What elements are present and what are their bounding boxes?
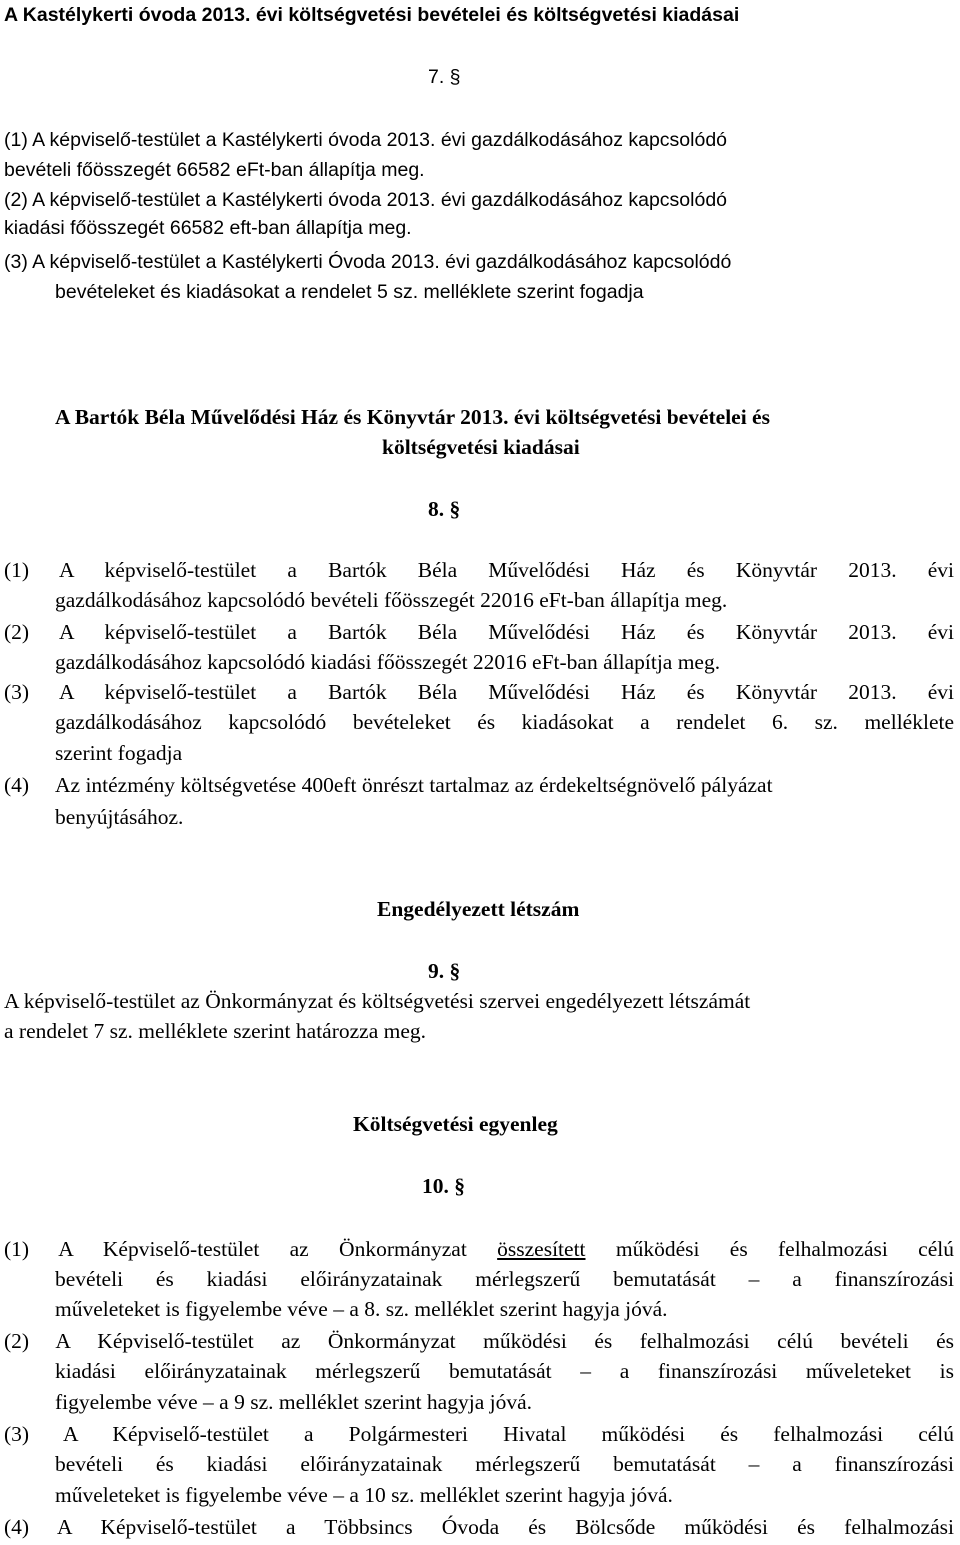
section-9-title: Engedélyezett létszám: [377, 897, 580, 921]
section-7-item-3-line-2: bevételeket és kiadásokat a rendelet 5 sz. melléklete szerint fogadja: [55, 281, 644, 303]
section-10-item-1-line-3: műveleteket is figyelembe véve – a 8. sz. melléklet szerint hagyja jóvá.: [55, 1297, 668, 1321]
section-8-item-2-line-2: gazdálkodásához kapcsolódó kiadási főösszegét 22016 eFt-ban állapítja meg.: [55, 650, 721, 674]
section-8-item-1-line-2: gazdálkodásához kapcsolódó bevételi főösszegét 22016 eFt-ban állapítja meg.: [55, 588, 728, 612]
section-7-title: A Kastélykerti óvoda 2013. évi költségvetési bevételei és költségvetési kiadásai: [4, 4, 740, 26]
section-7-item-2-line-1: (2) A képviselő-testület a Kastélykerti óvoda 2013. évi gazdálkodásához kapcsolódó: [4, 189, 728, 211]
section-10-item-1-line-2: bevételi és kiadási előirányzatainak mérlegszerű bemutatását – a finanszírozási: [55, 1267, 954, 1291]
section-10-item-3-line-2: bevételi és kiadási előirányzatainak mérlegszerű bemutatását – a finanszírozási: [55, 1452, 954, 1476]
section-8-title-line-2: költségvetési kiadásai: [382, 435, 580, 459]
section-10-paragraph-number: 10. §: [422, 1174, 465, 1198]
document-page: A Kastélykerti óvoda 2013. évi költségvetési bevételei és költségvetési kiadásai 7. § (1) A képviselő-testület a Kastélykerti óvoda 2013. évi gazdálkodásához kapcsolódó bevételi főösszegét 66582 eFt-ban állapítja meg. (2) A képviselő-testület a Kastélykerti óvoda 2013. évi gazdálkodásához kapcsolódó kiadási főösszegét 66582 eft-ban állapítja meg. (3) A képviselő-testület a Kastélykerti Óvoda 2013. évi gazdálkodásához kapcsolódó bevételeket és kiadásokat a rendelet 5 sz. melléklete szerint fogadja A Bartók Béla Művelődési Ház és Könyvtár 2013. évi költségvetési bevételei és költségvetési kiadásai 8. § (1) A képviselő-testület a Bartók Béla Művelődési Ház és Könyvtár 2013. évi gazdálkodásához kapcsolódó bevételi főösszegét 22016 eFt-ban állapítja meg. (2) A képviselő-testület a Bartók Béla Művelődési Ház és Könyvtár 2013. évi gazdálkodásához kapcsolódó kiadási főösszegét 22016 eFt-ban állapítja meg. (3) A képviselő-testület a Bartók Béla Művelődési Ház és Könyvtár 2013. évi gazdálkodásához kapcsolódó bevételeket és kiadásokat a rendelet 6. sz. melléklete szerint fogadja (4) Az intézmény költségvetése 400eft önrészt tartalmaz az érdekeltségnövelő pályázat benyújtásához. Engedélyezett létszám 9. § A képviselő-testület az Önkormányzat és költségvetési szervei engedélyezett létszámát a rendelet 7 sz. melléklete szerint határozza meg. Költségvetési egyenleg 10. § (1) A Képviselő-testület az Önkormányzat összesített működési és felhalmozási célú bevételi és kiadási előirányzatainak mérlegszerű bemutatását – a finanszírozási műveleteket is figyelembe véve – a 8. sz. melléklet szerint hagyja jóvá. (2) A Képviselő-testület az Önkormányzat működési és felhalmozási célú bevételi és kiadási előirányzatainak mérlegszerű bemutatását – a finanszírozási műveleteket is figyelembe véve – a 9 sz. melléklet szerint hagyja jóvá. (3) A Képviselő-testület a Polgármesteri Hivatal működési és felhalmozási célú bevételi és kiadási előirányzatainak mérlegszerű bemutatását – a finanszírozási műveleteket is figyelembe véve – a 10 sz. melléklet szerint hagyja jóvá. (4) A Képviselő-testület a Többsincs Óvoda és Bölcsőde működési és felhalmozási: [4, 4, 954, 1539]
underlined-word: összesített: [497, 1237, 586, 1261]
section-8-item-1-line-1: (1) A képviselő-testület a Bartók Béla Művelődési Ház és Könyvtár 2013. évi: [4, 558, 954, 582]
section-9-line-2: a rendelet 7 sz. melléklete szerint határozza meg.: [4, 1019, 427, 1043]
section-10-item-4-line-1: (4) A Képviselő-testület a Többsincs Óvoda és Bölcsőde működési és felhalmozási: [4, 1515, 954, 1539]
section-8-item-3-line-1: (3) A képviselő-testület a Bartók Béla Művelődési Ház és Könyvtár 2013. évi: [4, 680, 954, 704]
section-8-item-4-line-2: benyújtásához.: [55, 805, 184, 829]
section-8-item-3-line-2: gazdálkodásához kapcsolódó bevételeket és kiadásokat a rendelet 6. sz. melléklete: [55, 710, 954, 734]
section-10-item-2-line-1: (2) A Képviselő-testület az Önkormányzat működési és felhalmozási célú bevételi és: [4, 1329, 954, 1353]
section-7-item-1-line-1: (1) A képviselő-testület a Kastélykerti óvoda 2013. évi gazdálkodásához kapcsolódó: [4, 129, 728, 151]
section-10-item-3-line-1: (3) A Képviselő-testület a Polgármesteri Hivatal működési és felhalmozási célú: [4, 1422, 954, 1446]
section-8-item-4-line-1: Az intézmény költségvetése 400eft önrészt tartalmaz az érdekeltségnövelő pályázat: [55, 773, 773, 797]
section-7-item-1-line-2: bevételi főösszegét 66582 eFt-ban állapítja meg.: [4, 159, 425, 181]
section-10-item-2-line-2: kiadási előirányzatainak mérlegszerű bemutatását – a finanszírozási műveleteket is: [55, 1359, 954, 1383]
section-7-item-2-line-2: kiadási főösszegét 66582 eft-ban állapítja meg.: [4, 217, 412, 239]
section-10-item-1-line-1: (1) A Képviselő-testület az Önkormányzat összesített működési és felhalmozási célú: [4, 1237, 954, 1261]
section-10-title: Költségvetési egyenleg: [353, 1112, 558, 1136]
section-8-item-4-number: (4): [4, 773, 30, 797]
section-7-item-3-line-1: (3) A képviselő-testület a Kastélykerti Óvoda 2013. évi gazdálkodásához kapcsolódó: [4, 251, 732, 273]
section-8-paragraph-number: 8. §: [428, 497, 461, 521]
section-8-item-2-line-1: (2) A képviselő-testület a Bartók Béla Művelődési Ház és Könyvtár 2013. évi: [4, 620, 954, 644]
section-9-line-1: A képviselő-testület az Önkormányzat és költségvetési szervei engedélyezett létszámát: [4, 989, 751, 1013]
section-10-item-3-line-3: műveleteket is figyelembe véve – a 10 sz. melléklet szerint hagyja jóvá.: [55, 1483, 673, 1507]
section-10-item-2-line-3: figyelembe véve – a 9 sz. melléklet szerint hagyja jóvá.: [55, 1390, 532, 1414]
section-8-title-line-1: A Bartók Béla Művelődési Ház és Könyvtár 2013. évi költségvetési bevételei és: [55, 405, 770, 429]
section-8-item-3-line-3: szerint fogadja: [55, 741, 183, 765]
section-9-paragraph-number: 9. §: [428, 959, 461, 983]
